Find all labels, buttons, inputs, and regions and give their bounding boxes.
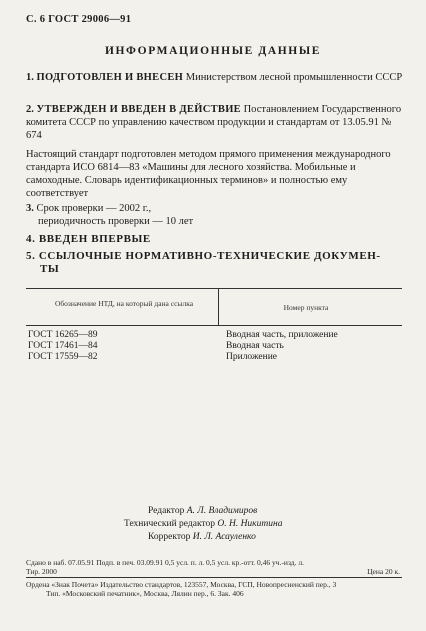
imprint-printer: Тип. «Московский печатник», Москва, Лялин пер., 6. Зак. 406: [46, 589, 244, 598]
table-header-rule: [26, 325, 402, 326]
item-text-line1: ССЫЛОЧНЫЕ НОРМАТИВНО-ТЕХНИЧЕСКИЕ ДОКУМЕН-: [38, 250, 381, 262]
info-item-1: [26, 71, 404, 84]
item-text-line1: Срок проверки — 2002 г.,: [36, 203, 152, 214]
item-number: 5.: [26, 250, 36, 262]
item-text-line2: периодичность проверки — 10 лет: [38, 216, 194, 227]
credit-name: О. Н. Никитина: [217, 519, 283, 529]
table-top-rule: [26, 288, 402, 289]
item-text: Постановлением Государственного комитета СССР по управлению качеством продукции и стандартам от 13.05.91 № 674: [26, 104, 402, 141]
standard-note-paragraph: Настоящий стандарт подготовлен методом прямого применения международного стандарта ИСО 6814—83 «Машины для лесного хозяйства. Мобильные и самоходные. Словарь идентификационных терминов» и полностью ему соответствует: [26, 149, 391, 199]
info-item-5: [26, 250, 404, 276]
imprint-publisher: Ордена «Знак Почета» Издательство стандартов, 123557, Москва, ГСП, Новопресненский пер., 3: [26, 580, 337, 589]
table-row-doc: ГОСТ 17461—84: [28, 341, 98, 351]
table-header-doc: Обозначение НТД, на который дана ссылка: [54, 299, 194, 308]
item-lead: ПОДГОТОВЛЕН И ВНЕСЕН: [36, 72, 184, 83]
info-item-4: [26, 233, 404, 246]
item-number: 3.: [26, 203, 34, 214]
page-header: С. 6 ГОСТ 29006—91: [26, 14, 132, 25]
credit-proofreader: [148, 531, 256, 544]
item-number: 4.: [26, 233, 36, 245]
table-header-clause: Номер пункта: [283, 303, 329, 312]
imprint-rule: [26, 577, 402, 578]
credit-role: Редактор: [148, 506, 185, 516]
item-text-line2: ТЫ: [40, 263, 60, 275]
credit-name: И. Л. Асауленко: [192, 532, 256, 542]
imprint-circulation: Тир. 2000: [26, 567, 57, 576]
info-item-2: [26, 103, 404, 142]
table-row-clause: Вводная часть, приложение: [226, 330, 338, 340]
info-item-3: [26, 202, 404, 228]
credit-tech-editor: [124, 518, 282, 531]
credit-role: Корректор: [148, 532, 191, 542]
item-text: Министерством лесной промышленности СССР: [185, 72, 403, 83]
credit-editor: [148, 505, 257, 518]
item-number: 1.: [26, 72, 34, 83]
item-number: 2.: [26, 104, 34, 115]
credit-name: А. Л. Владимиров: [186, 506, 258, 516]
table-column-divider: [218, 288, 219, 325]
table-row-clause: Приложение: [226, 352, 277, 362]
table-row-doc: ГОСТ 17559—82: [28, 352, 98, 362]
item-lead: УТВЕРЖДЕН И ВВЕДЕН В ДЕЙСТВИЕ: [36, 104, 241, 115]
imprint-price: Цена 20 к.: [367, 567, 400, 576]
table-row-doc: ГОСТ 16265—89: [28, 330, 98, 340]
imprint-print-data: Сдано в наб. 07.05.91 Подп. в печ. 03.09.91 0,5 усл. п. л. 0,5 усл. кр.-отт. 0,46 уч.-изд. л.: [26, 558, 304, 567]
credit-role: Технический редактор: [124, 519, 215, 529]
item-text: ВВЕДЕН ВПЕРВЫЕ: [38, 233, 151, 245]
table-row-clause: Вводная часть: [226, 341, 284, 351]
section-title: ИНФОРМАЦИОННЫЕ ДАННЫЕ: [104, 45, 322, 57]
